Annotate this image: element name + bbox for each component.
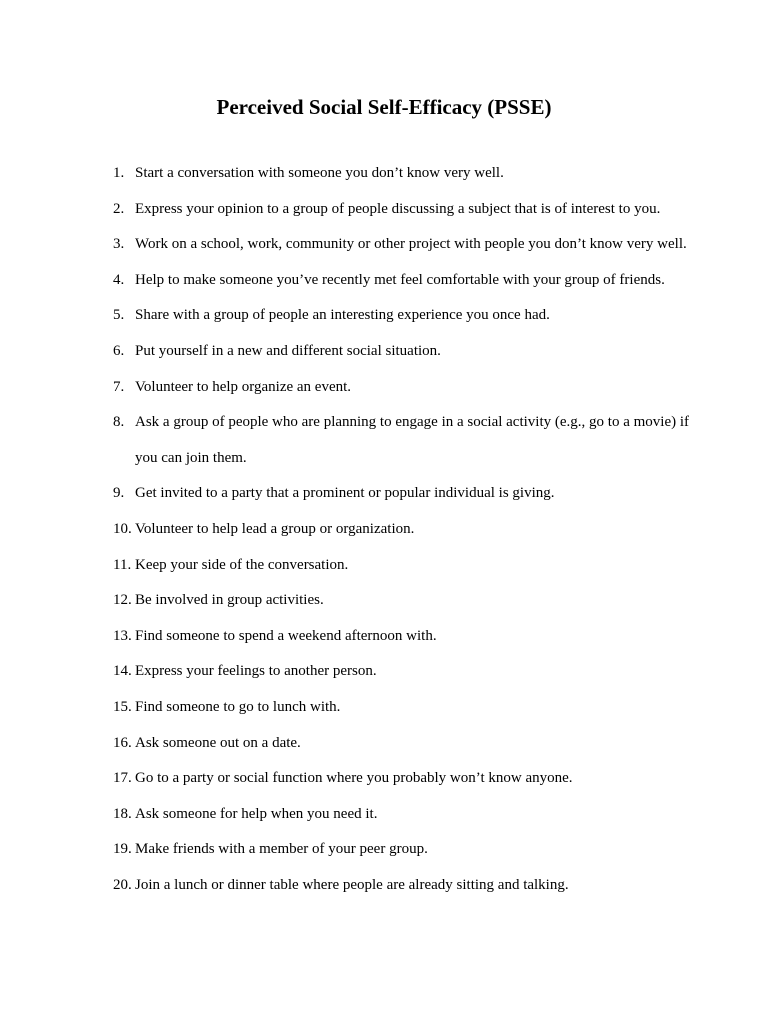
- item-text: Find someone to go to lunch with.: [135, 698, 341, 715]
- item-text: Find someone to spend a weekend afternoon with.: [135, 627, 437, 644]
- item-text: Keep your side of the conversation.: [135, 556, 349, 573]
- item-number: 3.: [113, 236, 125, 253]
- item-text: Express your opinion to a group of people discussing a subject that is of interest to you.: [135, 200, 661, 217]
- item-text: Join a lunch or dinner table where people are already sitting and talking.: [135, 876, 569, 893]
- list-item: [113, 797, 713, 833]
- list-item: [113, 583, 713, 619]
- list-item: [113, 192, 713, 228]
- item-text: Ask a group of people who are planning to engage in a social activity (e.g., go to a movie) if you can join them.: [135, 414, 690, 466]
- list-item: [113, 370, 713, 406]
- list-item: [113, 263, 713, 299]
- list-item: [113, 868, 713, 904]
- item-number: 16.: [113, 734, 132, 751]
- item-text: Put yourself in a new and different social situation.: [135, 342, 441, 359]
- list-item: [113, 156, 713, 192]
- list-item: [113, 227, 713, 263]
- item-number: 11.: [113, 556, 132, 573]
- item-number: 5.: [113, 307, 125, 324]
- item-number: 1.: [113, 165, 125, 181]
- item-number: 4.: [113, 271, 125, 288]
- list-item: [113, 334, 713, 370]
- item-number: 15.: [113, 698, 132, 715]
- list-item: [113, 619, 713, 655]
- item-text: Ask someone out on a date.: [135, 734, 301, 751]
- list-item: [113, 512, 713, 548]
- item-number: 17.: [113, 770, 132, 787]
- item-text: Be involved in group activities.: [135, 592, 324, 609]
- item-number: 13.: [113, 627, 132, 644]
- item-text: Go to a party or social function where you probably won’t know anyone.: [135, 770, 573, 787]
- item-text: Express your feelings to another person.: [135, 663, 377, 680]
- item-number: 8.: [113, 414, 125, 431]
- item-number: 20.: [113, 876, 132, 893]
- item-number: 18.: [113, 805, 132, 822]
- item-number: 7.: [113, 378, 125, 395]
- item-text: Ask someone for help when you need it.: [135, 805, 378, 822]
- item-text: Volunteer to help lead a group or organization.: [135, 520, 415, 537]
- item-number: 14.: [113, 663, 132, 680]
- list-item: [113, 298, 713, 334]
- item-number: 12.: [113, 592, 132, 609]
- list-item: [113, 476, 713, 512]
- list-item: [113, 726, 713, 762]
- item-number: 6.: [113, 342, 125, 359]
- item-number: 10.: [113, 520, 132, 537]
- list-item: [113, 832, 713, 868]
- item-text: Make friends with a member of your peer group.: [135, 841, 428, 858]
- item-number: 9.: [113, 485, 125, 502]
- list-item: [113, 761, 713, 797]
- item-text: Help to make someone you’ve recently met feel comfortable with your group of friends.: [135, 271, 665, 288]
- list-item: [113, 405, 713, 476]
- item-number: 19.: [113, 841, 132, 858]
- item-text: Share with a group of people an interesting experience you once had.: [135, 307, 550, 324]
- item-text: Volunteer to help organize an event.: [135, 378, 352, 395]
- list-item: [113, 548, 713, 584]
- list-item: [113, 690, 713, 726]
- item-text: Start a conversation with someone you don’t know very well.: [135, 165, 504, 181]
- item-text: Work on a school, work, community or other project with people you don’t know very well.: [135, 236, 687, 253]
- item-text: Get invited to a party that a prominent or popular individual is giving.: [135, 485, 555, 502]
- page-title: Perceived Social Self-Efficacy (PSSE): [216, 95, 552, 119]
- list-item: [113, 654, 713, 690]
- item-number: 2.: [113, 200, 125, 217]
- questionnaire-list: [113, 156, 713, 903]
